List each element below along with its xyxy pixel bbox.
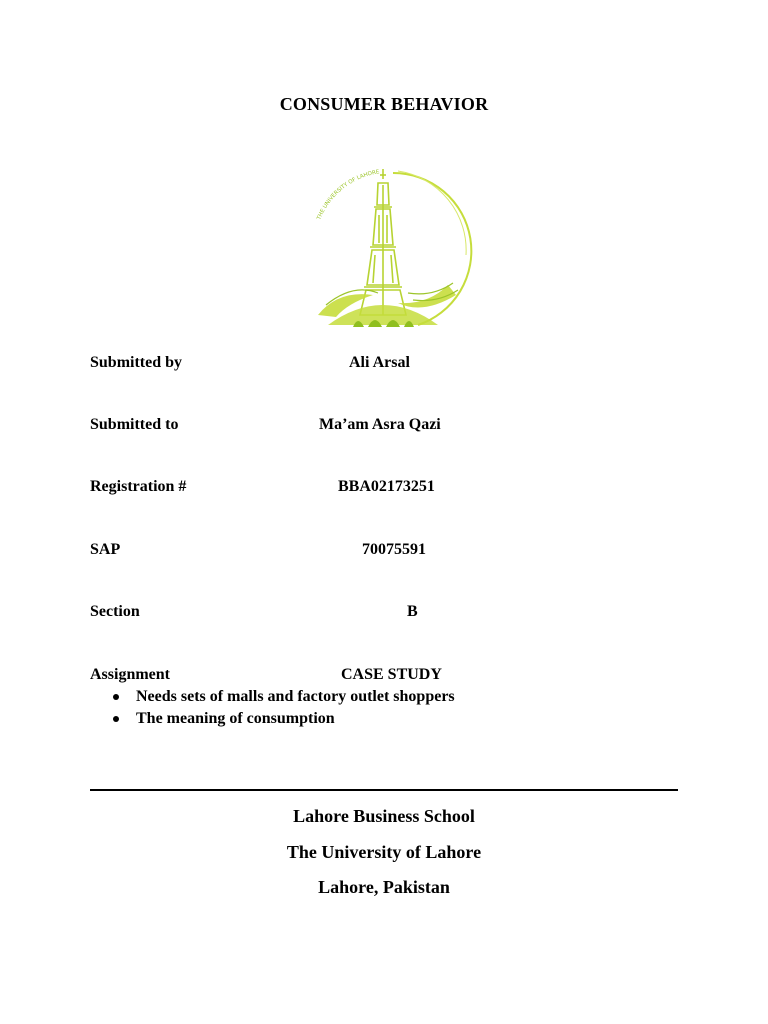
footer-school: Lahore Business School — [293, 806, 475, 826]
field-value: 70075591 — [362, 541, 426, 558]
field-label: Assignment — [90, 666, 171, 683]
field-value: Ma’am Asra Qazi — [319, 416, 441, 433]
list-item — [110, 708, 455, 730]
field-submitted-to — [90, 416, 690, 438]
field-value: B — [407, 603, 418, 620]
field-submitted-by — [90, 354, 690, 376]
field-assignment — [90, 666, 690, 688]
bullet-icon — [113, 716, 119, 722]
field-section — [90, 603, 690, 625]
horizontal-divider — [90, 789, 678, 791]
university-logo-icon — [298, 165, 473, 335]
list-item — [110, 686, 455, 708]
bullet-icon — [113, 694, 119, 700]
field-label: Registration # — [90, 478, 187, 495]
field-value: CASE STUDY — [341, 666, 442, 683]
document-title: CONSUMER BEHAVIOR — [279, 94, 489, 114]
field-value: BBA02173251 — [338, 478, 435, 495]
svg-text:THE UNIVERSITY OF LAHORE: THE UNIVERSITY OF LAHORE — [316, 169, 380, 221]
assignment-topics-list — [110, 686, 455, 730]
field-value: Ali Arsal — [349, 354, 410, 371]
field-label: Submitted to — [90, 416, 179, 433]
field-label: Section — [90, 603, 140, 620]
list-item-text: The meaning of consumption — [136, 710, 335, 727]
field-registration — [90, 478, 690, 500]
field-sap — [90, 541, 690, 563]
field-label: SAP — [90, 541, 121, 558]
footer-university: The University of Lahore — [286, 842, 482, 862]
footer-location: Lahore, Pakistan — [318, 877, 450, 897]
field-label: Submitted by — [90, 354, 183, 371]
list-item-text: Needs sets of malls and factory outlet shoppers — [136, 688, 455, 705]
